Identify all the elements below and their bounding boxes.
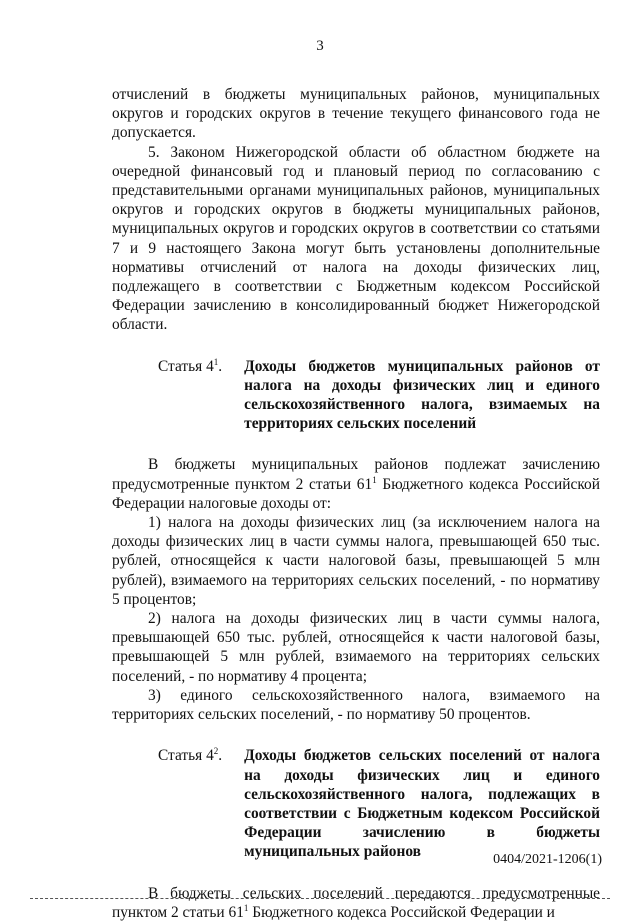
document-body xyxy=(112,85,600,922)
article-4-1-title: Доходы бюджетов муниципальных районов от налога на доходы физических лиц и единого сельскохозяйственного налога, взимаемых на территориях сельских поселений xyxy=(244,357,600,433)
article-4-1-item-3: 3) единого сельскохозяйственного налога, взимаемого на территориях сельских поселений, - по нормативу 50 процентов. xyxy=(112,686,600,724)
article-4-2-heading xyxy=(112,746,600,861)
article-4-1-intro: В бюджеты муниципальных районов подлежат зачислению предусмотренные пунктом 2 статьи $61^1$ Бюджетного кодекса Российской Федерации налоговые доходы от: xyxy=(112,456,600,512)
article-4-1-item-2: 2) налога на доходы физических лиц в части суммы налога, превышающей 650 тыс. рублей, относящейся к части налоговой базы, превышающей 5 млн рублей, взимаемого на территориях сельских поселений, - по нормативу 4 процента; xyxy=(112,610,600,685)
paragraph-5: 5. Законом Нижегородской области об областном бюджете на очередной финансовый год и плановый период по согласованию с представительными органами муниципальных районов, муниципальных округов и городских округов в бюджеты муниципальных районов, муниципальных округов и городских округов в соответствии со статьями 7 и 9 настоящего Закона могут быть установлены дополнительные нормативы отчислений от налога на доходы физических лиц, подлежащего в соответствии с Бюджетным кодексом Российской Федерации зачислению в консолидированный бюджет Нижегородской области. xyxy=(112,143,600,334)
article-4-2-superscript: 2 xyxy=(213,746,219,757)
page-bottom-divider xyxy=(30,898,610,899)
article-4-2-title: Доходы бюджетов сельских поселений от налога на доходы физических лиц и единого сельскохозяйственного налога, подлежащих в соответствии с Бюджетным кодексом Российской Федерации зачислению в бюджеты муниципальных районов xyxy=(244,747,600,861)
article-4-1-heading xyxy=(112,357,600,434)
article-4-1-superscript: 1 xyxy=(213,356,219,367)
page-number: 3 xyxy=(316,38,324,54)
article-4-2-label: Статья $4^2$. xyxy=(158,746,223,765)
article-4-1-item-1: 1) налога на доходы физических лиц (за исключением налога на доходы физических лиц в части суммы налога, превышающей 650 тыс. рублей, относящейся к части налоговой базы, превышающей 5 млн рублей), взимаемого на территориях сельских поселений, - по нормативу 5 процентов; xyxy=(112,514,600,608)
document-code: 0404/2021-1206(1) xyxy=(493,852,602,867)
paragraph-continuation: отчислений в бюджеты муниципальных районов, муниципальных округов и городских округов в течение текущего финансового года не допускается. xyxy=(112,86,600,142)
article-4-1-label: Статья $4^1$. xyxy=(158,356,223,375)
article-4-2-intro: В бюджеты сельских поселений передаются предусмотренные пунктом 2 статьи $61^1$ Бюджетного кодекса Российской Федерации и xyxy=(112,884,600,921)
